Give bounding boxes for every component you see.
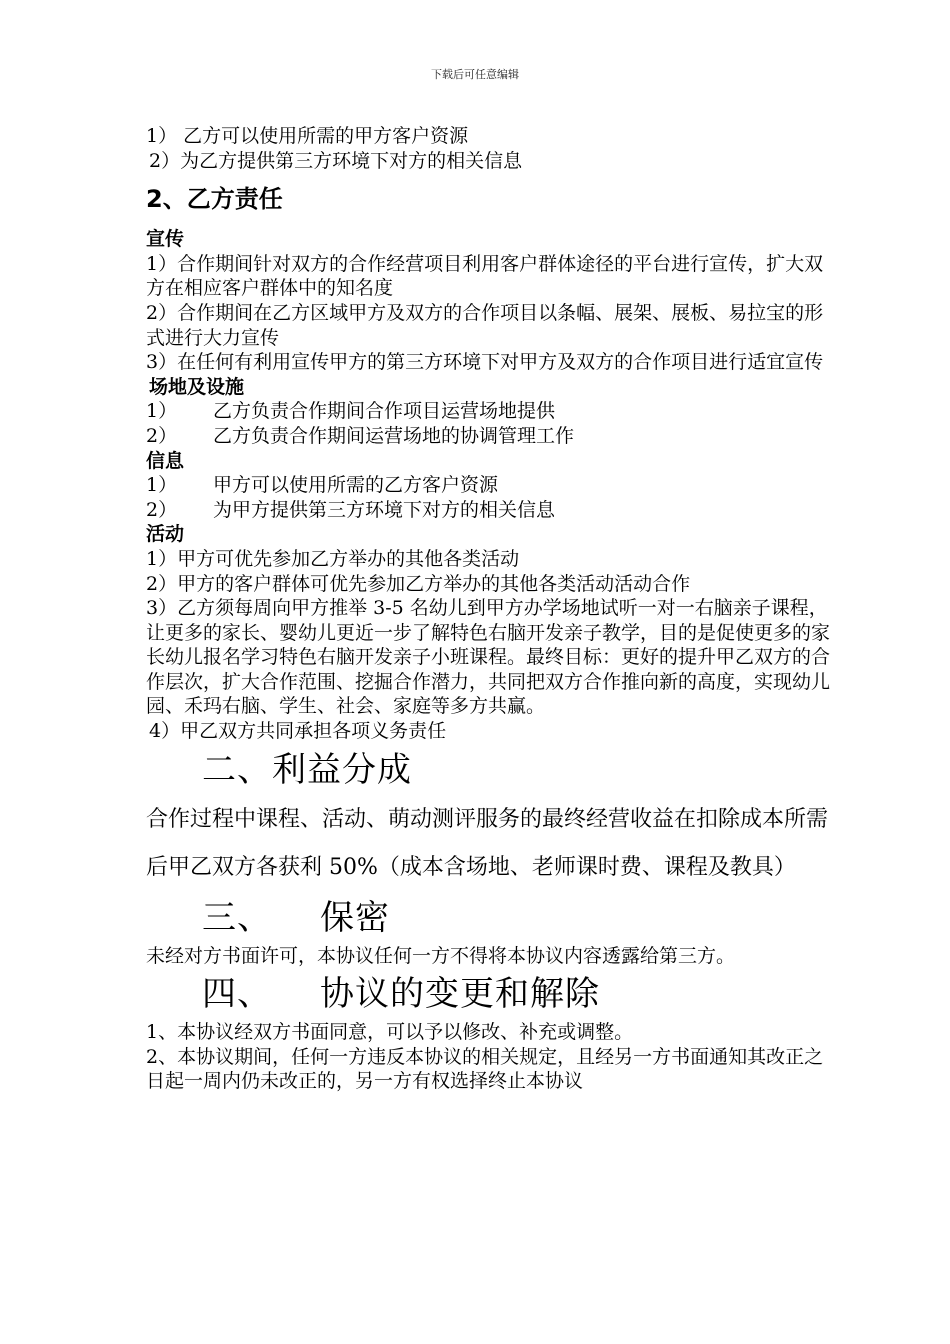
venue-item-1	[146, 399, 836, 424]
venue-item-2	[146, 424, 836, 449]
section-title-secret	[202, 898, 836, 938]
venue-item-2-text: 乙方负责合作期间运营场地的协调管理工作	[213, 424, 575, 447]
profit-text: 合作过程中课程、活动、萌动测评服务的最终经营收益在扣除成本所需后甲乙双方各获利 50%（成本含场地、老师课时费、课程及教具）	[146, 806, 829, 880]
subsection-title-info: 信息	[146, 449, 185, 472]
section-title-change	[202, 974, 836, 1014]
publicity-item-1: 1）合作期间针对双方的合作经营项目利用客户群体途径的平台进行宣传，扩大双方在相应客户群体中的知名度	[146, 252, 824, 300]
activity-item-1: 1）甲方可优先参加乙方举办的其他各类活动	[146, 547, 520, 570]
change-title-text: 协议的变更和解除	[320, 974, 600, 1015]
change-title-num: 四、	[202, 974, 272, 1015]
activity-item-4: 4）甲乙双方共同承担各项义务责任	[149, 720, 447, 743]
section-title-profit: 二、利益分成	[202, 749, 412, 790]
info-item-2-text: 为甲方提供第三方环境下对方的相关信息	[213, 498, 556, 521]
venue-item-1-text: 乙方负责合作期间合作项目运营场地提供	[213, 400, 556, 423]
secret-text: 未经对方书面许可，本协议任何一方不得将本协议内容透露给第三方。	[146, 944, 736, 967]
secret-title-text: 保密	[320, 897, 390, 938]
subsection-title-publicity: 宣传	[146, 228, 185, 251]
change-item-1: 1、本协议经双方书面同意，可以予以修改、补充或调整。	[146, 1021, 634, 1044]
info-item-1-text: 甲方可以使用所需的乙方客户资源	[213, 474, 499, 497]
change-item-2: 2、本协议期间，任何一方违反本协议的相关规定，且经另一方书面通知其改正之日起一周内仍未改正的，另一方有权选择终止本协议	[146, 1045, 824, 1093]
document-body	[146, 124, 836, 1094]
activity-item-3: 3）乙方须每周向甲方推举 3-5 名幼儿到甲方办学场地试听一对一右脑亲子课程，让更多的家长、婴幼儿更近一步了解特色右脑开发亲子教学，目的是促使更多的家长幼儿报名学习特色右脑开发亲子小班课程。最终目标：更好的提升甲乙双方的合作层次，扩大合作范围、挖掘合作潜力，共同把双方合作推向新的高度，实现幼儿园、禾玛右脑、学生、社会、家庭等多方共赢。	[146, 597, 831, 718]
intro-item-1: 1） 乙方可以使用所需的甲方客户资源	[146, 125, 469, 147]
subsection-title-venue: 场地及设施	[149, 375, 245, 398]
secret-title-num: 三、	[202, 897, 272, 938]
subsection-title-activity: 活动	[146, 523, 185, 546]
info-item-2-num: 2）	[146, 498, 178, 521]
info-item-1	[146, 473, 836, 498]
info-item-2	[146, 498, 836, 523]
section-title-party-b: 2、乙方责任	[146, 185, 283, 214]
venue-item-1-num: 1）	[146, 400, 178, 423]
activity-item-2: 2）甲方的客户群体可优先参加乙方举办的其他各类活动活动合作	[146, 572, 691, 595]
page-header: 下载后可任意编辑	[431, 68, 519, 81]
publicity-item-3: 3）在任何有利用宣传甲方的第三方环境下对甲方及双方的合作项目进行适宜宣传	[146, 351, 824, 374]
info-item-1-num: 1）	[146, 474, 178, 497]
publicity-item-2: 2）合作期间在乙方区域甲方及双方的合作项目以条幅、展架、展板、易拉宝的形式进行大力宣传	[146, 301, 824, 349]
intro-item-2: 2）为乙方提供第三方环境下对方的相关信息	[149, 149, 523, 172]
venue-item-2-num: 2）	[146, 424, 178, 447]
